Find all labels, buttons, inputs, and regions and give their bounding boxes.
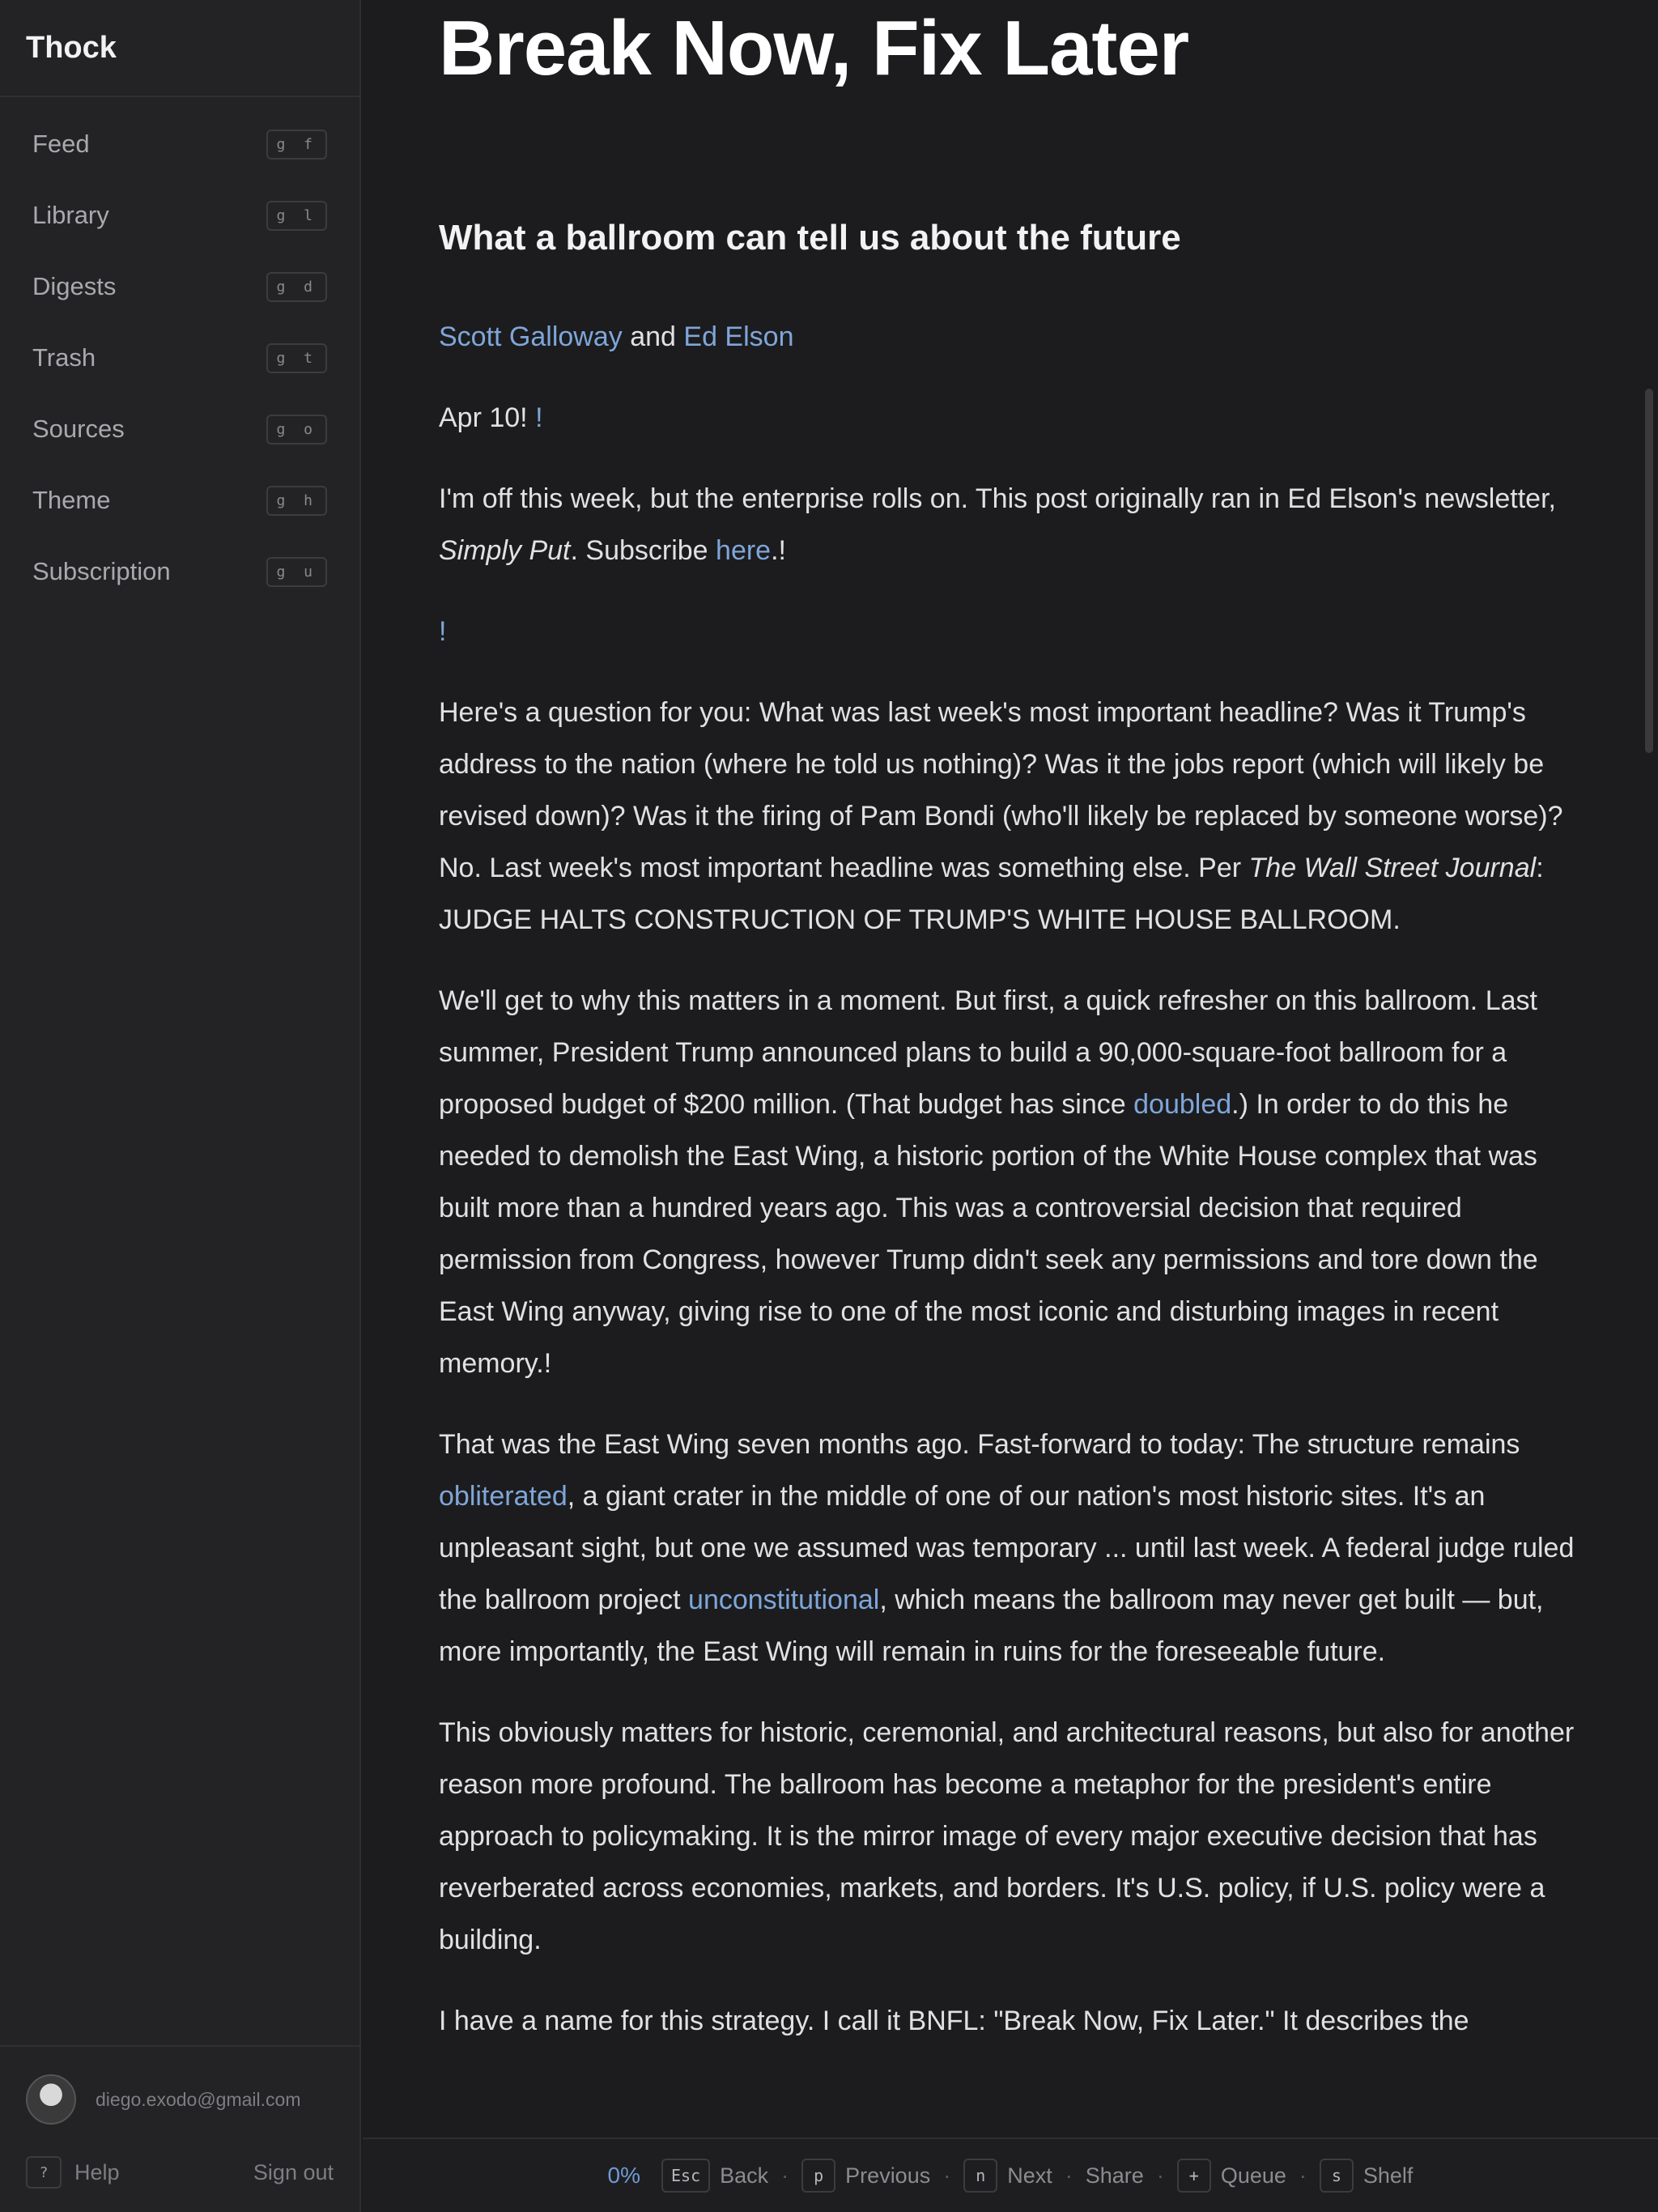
shortcut-hint: g l [266,201,327,231]
paragraph [439,975,1588,1389]
share-button[interactable]: Share [1085,2163,1144,2188]
paragraph [439,473,1588,576]
shelf-label: Shelf [1363,2163,1414,2188]
separator: · [1299,2163,1307,2188]
author-link[interactable]: Ed Elson [683,321,794,352]
obliterated-link[interactable]: obliterated [439,1481,568,1512]
sidebar-item-label: Library [32,201,109,229]
author-link[interactable]: Scott Galloway [439,321,623,352]
shortcut-hint: g u [266,557,327,587]
paragraph [439,1419,1588,1678]
image-link[interactable]: ! [439,616,447,647]
sidebar-item-feed[interactable] [0,108,359,180]
article-title: Break Now, Fix Later [439,5,1189,91]
article-date [439,392,1588,444]
previous-button[interactable] [801,2159,930,2193]
paragraph-text: .! [771,535,786,566]
sidebar-item-label: Trash [32,343,96,372]
separator: · [1156,2163,1164,2188]
separator: · [943,2163,951,2188]
avatar[interactable] [26,2074,76,2125]
sidebar-item-library[interactable] [0,180,359,251]
reader-pane[interactable] [363,0,1658,2138]
paragraph: I have a name for this strategy. I call it BNFL: "Break Now, Fix Later." It describes the [439,2006,1469,2036]
author-separator: and [622,321,684,352]
sign-out-button[interactable]: Sign out [253,2159,334,2184]
shortcut-hint: g t [266,343,327,373]
shortcut-key: n [963,2159,997,2193]
scrollbar-thumb[interactable] [1645,389,1653,753]
back-label: Back [720,2163,769,2188]
app-logo[interactable]: Thock [0,0,359,97]
help-label: Help [74,2159,120,2184]
scrollbar[interactable] [1642,0,1658,2138]
doubled-link[interactable]: doubled [1133,1089,1232,1120]
sidebar-item-trash[interactable] [0,322,359,393]
unconstitutional-link[interactable]: unconstitutional [688,1585,880,1615]
paragraph [439,606,1588,657]
help-button[interactable] [26,2156,120,2189]
italic-text: The Wall Street Journal [1248,853,1537,883]
sidebar-footer [0,2045,359,2212]
sidebar-item-label: Digests [32,272,117,300]
shelf-button[interactable] [1320,2159,1414,2193]
shortcut-hint: g o [266,415,327,445]
sidebar-nav [0,97,359,607]
paragraph-text: I'm off this week, but the enterprise rolls on. This post originally ran in Ed Elson's newsletter, [439,483,1556,514]
sidebar [0,0,361,2212]
sidebar-item-label: Feed [32,130,90,158]
user-row [26,2047,334,2152]
sidebar-item-label: Theme [32,486,111,514]
next-button[interactable] [963,2159,1052,2193]
date-link[interactable]: ! [527,402,543,433]
separator: · [1065,2163,1073,2188]
shortcut-key: + [1177,2159,1211,2193]
footer-actions [26,2152,334,2193]
sidebar-item-subscription[interactable] [0,536,359,607]
paragraph-text: .) In order to do this he needed to demolish the East Wing, a historic portion of the White House complex that was built more than a hundred years ago. This was a controversial decision that required permission from Congress, however Trump didn't seek any permissions and tore down the East Wing anyway, giving rise to one of the most iconic and disturbing images in recent memory.! [439,1089,1538,1379]
paragraph-text: . Subscribe [570,535,716,566]
user-email: diego.exodo@gmail.com [96,2088,301,2110]
shortcut-hint: g f [266,130,327,160]
sidebar-item-theme[interactable] [0,465,359,536]
article [439,0,1588,2047]
paragraph-text: We'll get to why this matters in a moment. But first, a quick refresher on this ballroom. Last summer, President Trump announced plans to build a 90,000-square-foot ballroom for a proposed budget of $200 million. (That budget has since [439,985,1537,1120]
italic-text: Simply Put [439,535,571,566]
reader-toolbar [363,2138,1658,2212]
paragraph-text: That was the East Wing seven months ago. Fast-forward to today: The structure remains [439,1429,1520,1460]
back-button[interactable] [661,2159,768,2193]
shortcut-hint: g h [266,486,327,516]
previous-label: Previous [845,2163,931,2188]
article-subtitle: What a ballroom can tell us about the future [439,218,1181,257]
shortcut-key: Esc [661,2159,710,2193]
queue-button[interactable] [1177,2159,1286,2193]
paragraph-text: : JUDGE HALTS CONSTRUCTION OF TRUMP'S WHITE HOUSE BALLROOM. [439,853,1544,935]
queue-label: Queue [1220,2163,1286,2188]
article-authors [439,311,1588,363]
sidebar-item-label: Sources [32,415,125,443]
reading-progress: 0% [607,2163,641,2188]
paragraph-text: , which means the ballroom may never get built — but, more importantly, the East Wing will remain in ruins for the foreseeable future. [439,1585,1544,1667]
sidebar-item-digests[interactable] [0,251,359,322]
shortcut-key: s [1320,2159,1354,2193]
next-label: Next [1007,2163,1052,2188]
subscribe-link[interactable]: here [716,535,772,566]
paragraph: This obviously matters for historic, ceremonial, and architectural reasons, but also for another reason more profound. The ballroom has become a metaphor for the president's entire approach to policymaking. It is the mirror image of every major executive decision that has reverberated across economies, markets, and borders. It's U.S. policy, if U.S. policy were a building. [439,1717,1575,1955]
shortcut-hint: g d [266,272,327,302]
sidebar-item-sources[interactable] [0,393,359,465]
paragraph [439,687,1588,946]
date-text: Apr 10! [439,402,528,433]
paragraph-text: , a giant crater in the middle of one of our nation's most historic sites. It's an unpleasant sight, but one we assumed was temporary ... until last week. A federal judge ruled the ballroom project [439,1481,1575,1615]
help-shortcut-key: ? [26,2156,62,2189]
shortcut-key: p [801,2159,835,2193]
sidebar-item-label: Subscription [32,557,171,585]
paragraph-text: Here's a question for you: What was last week's most important headline? Was it Trump's address to the nation (where he told us nothing)? Was it the jobs report (which will likely be revised down)? Was it the firing of Pam Bondi (who'll likely be replaced by someone worse)? No. Last week's most important headline was something else. Per [439,697,1563,883]
separator: · [781,2163,789,2188]
